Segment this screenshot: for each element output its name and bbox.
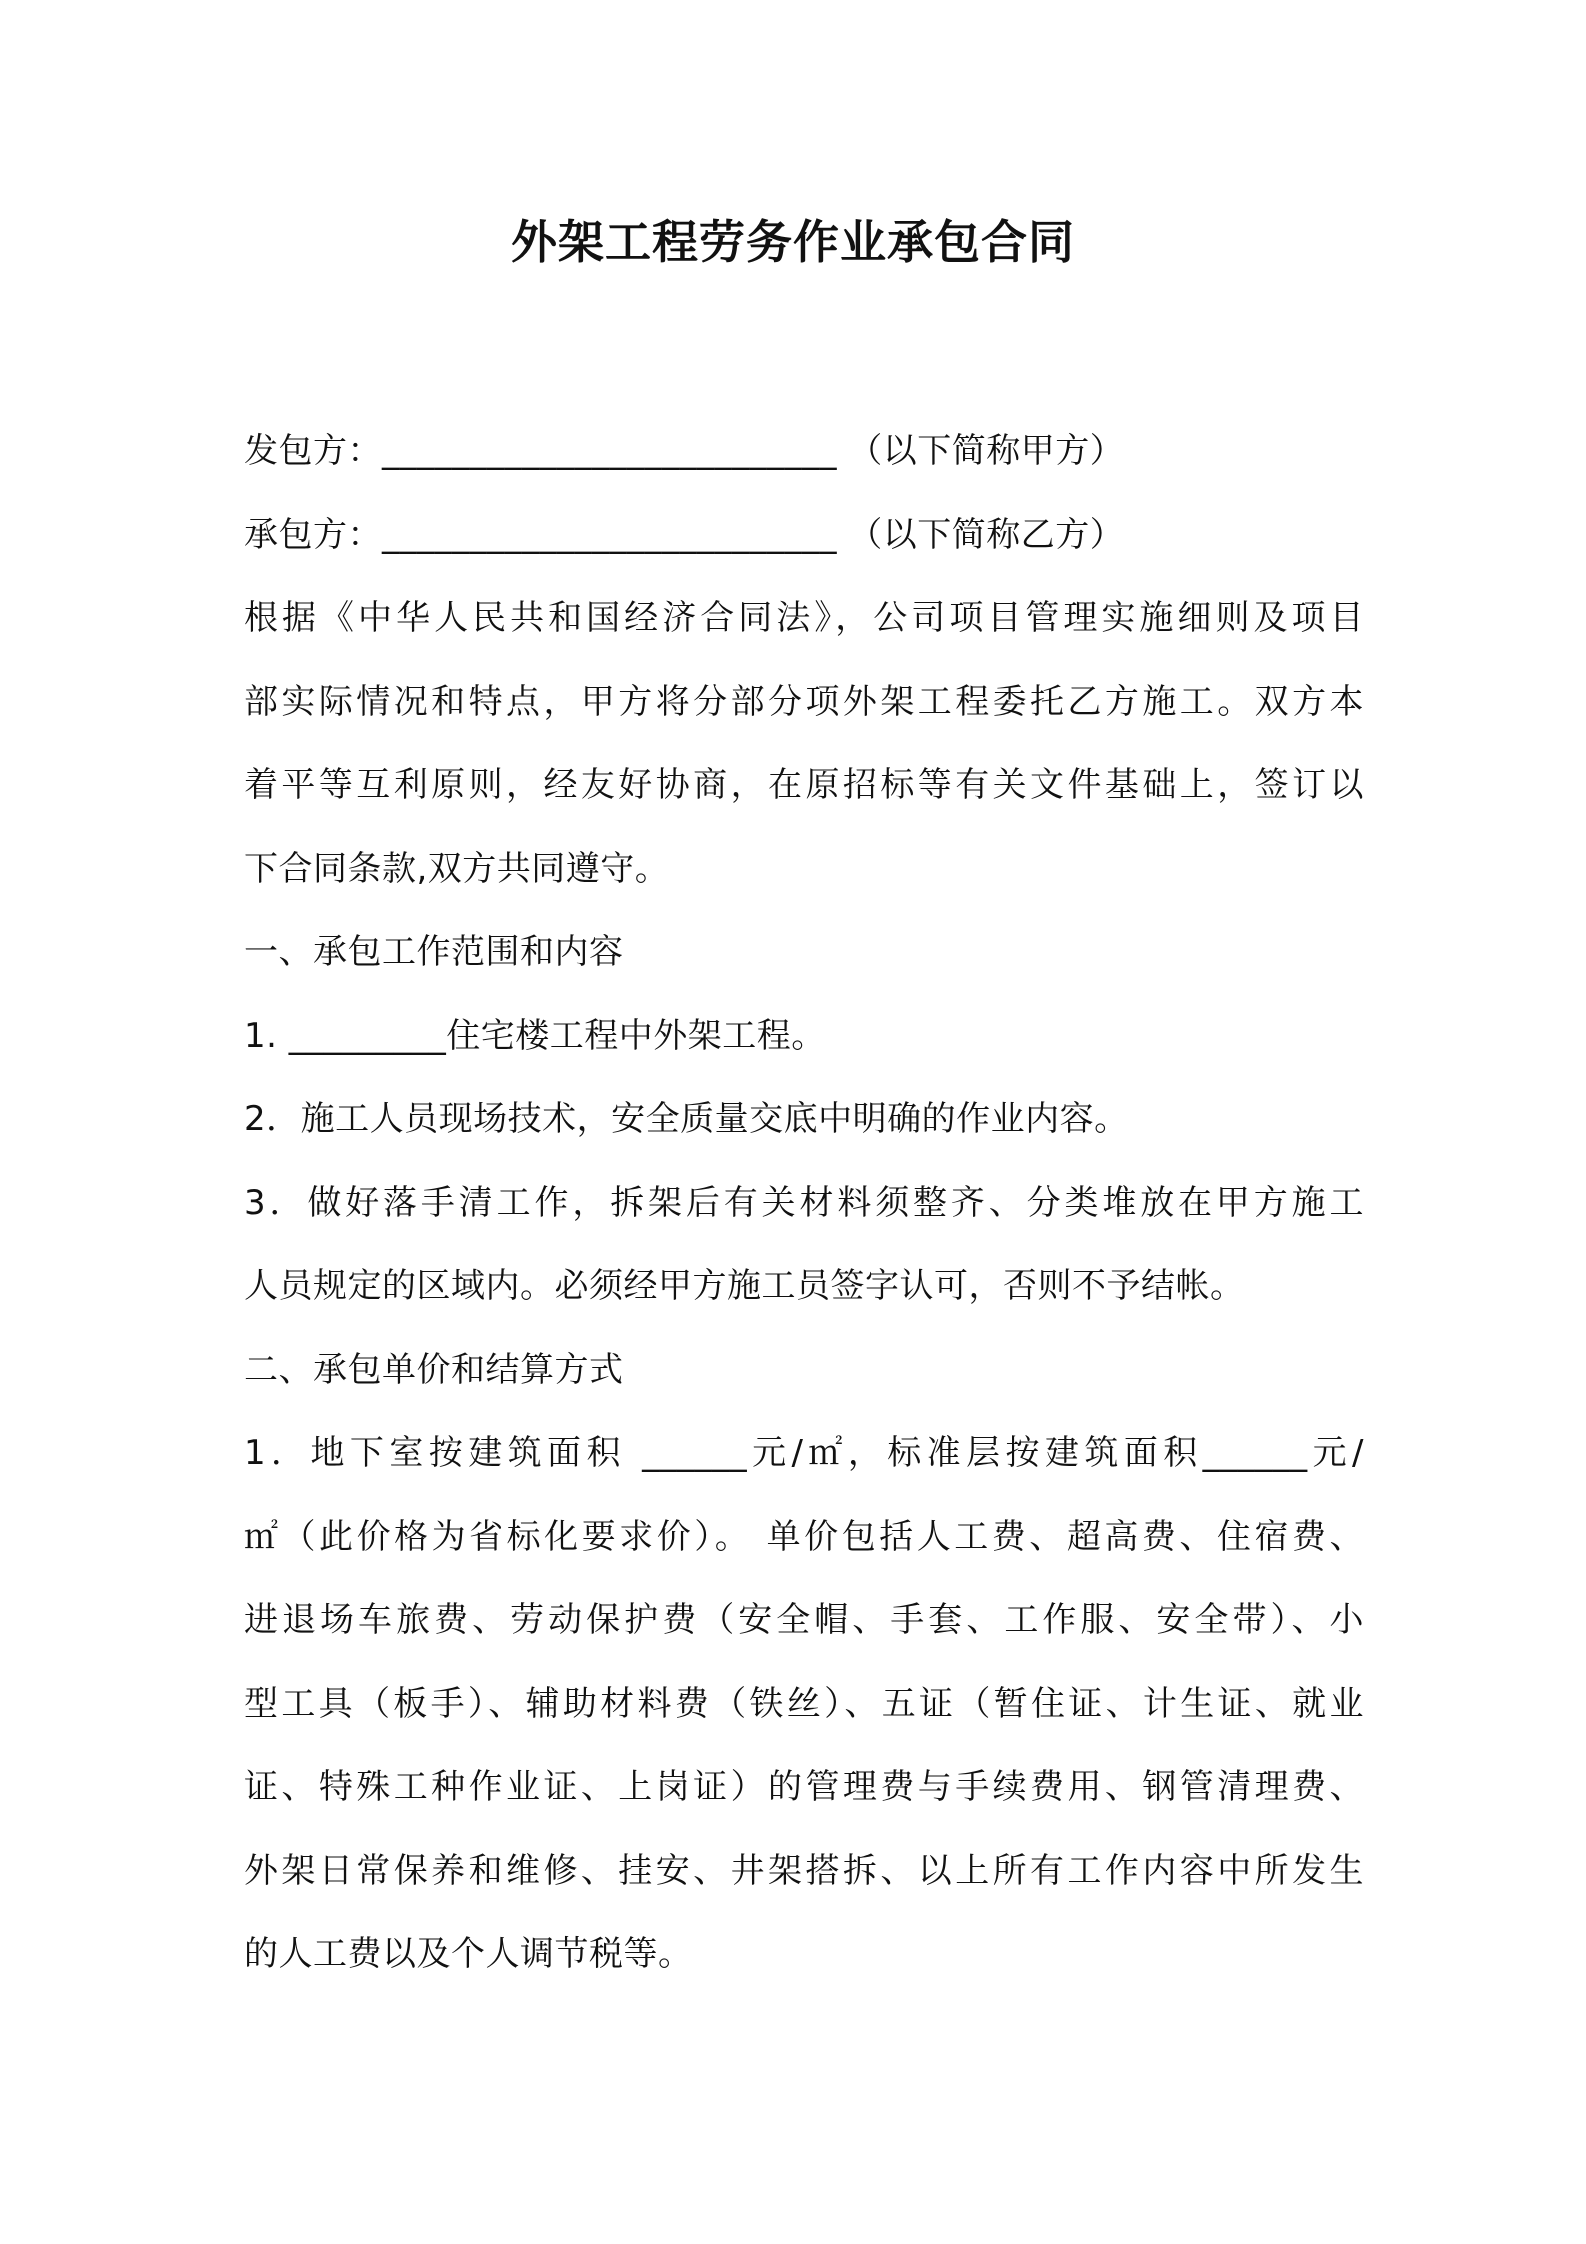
paragraph-line: 根据《中华人民共和国经济合同法》，公司项目管理实施细则及项目 bbox=[244, 598, 1364, 638]
list-item-continuation: 的人工费以及个人调节税等。 bbox=[244, 1934, 693, 1974]
section-heading: 二、承包单价和结算方式 bbox=[244, 1349, 624, 1390]
paragraph-line: 着平等互利原则，经友好协商，在原招标等有关文件基础上，签订以 bbox=[244, 765, 1364, 805]
list-item-continuation: 外架日常保养和维修、挂安、井架搭拆、以上所有工作内容中所发生 bbox=[244, 1850, 1364, 1891]
paragraph-line: 下合同条款,双方共同遵守。 bbox=[244, 848, 670, 889]
list-item-continuation: 人员规定的区域内。必须经甲方施工员签字认可，否则不予结帐。 bbox=[244, 1266, 1245, 1306]
paragraph-line: 部实际情况和特点，甲方将分部分项外架工程委托乙方施工。双方本 bbox=[244, 681, 1364, 722]
list-item-continuation: 证、特殊工种作业证、上岗证）的管理费与手续费用、钢管清理费、 bbox=[244, 1767, 1364, 1807]
document-title: 外架工程劳务作业承包合同 bbox=[511, 215, 1075, 269]
section-heading: 一、承包工作范围和内容 bbox=[244, 932, 624, 972]
list-item-continuation: 型工具（板手）、辅助材料费（铁丝）、五证（暂住证、计生证、就业 bbox=[244, 1683, 1364, 1724]
party-a-line: 发包方：__________________________ （以下简称甲方） bbox=[244, 431, 1125, 471]
list-item: 1．地下室按建筑面积 ______元/㎡，标准层按建筑面积______元/ bbox=[244, 1433, 1364, 1473]
list-item: 2．施工人员现场技术，安全质量交底中明确的作业内容。 bbox=[244, 1099, 1129, 1139]
list-item: 3．做好落手清工作，拆架后有关材料须整齐、分类堆放在甲方施工 bbox=[244, 1182, 1364, 1223]
list-item: 1. _________住宅楼工程中外架工程。 bbox=[244, 1015, 826, 1056]
list-item-continuation: ㎡（此价格为省标化要求价）。 单价包括人工费、超高费、住宿费、 bbox=[244, 1516, 1364, 1557]
contract-body bbox=[244, 410, 1364, 1997]
party-b-line: 承包方：__________________________ （以下简称乙方） bbox=[244, 514, 1125, 555]
list-item-continuation: 进退场车旅费、劳动保护费（安全帽、手套、工作服、安全带）、小 bbox=[244, 1600, 1364, 1640]
